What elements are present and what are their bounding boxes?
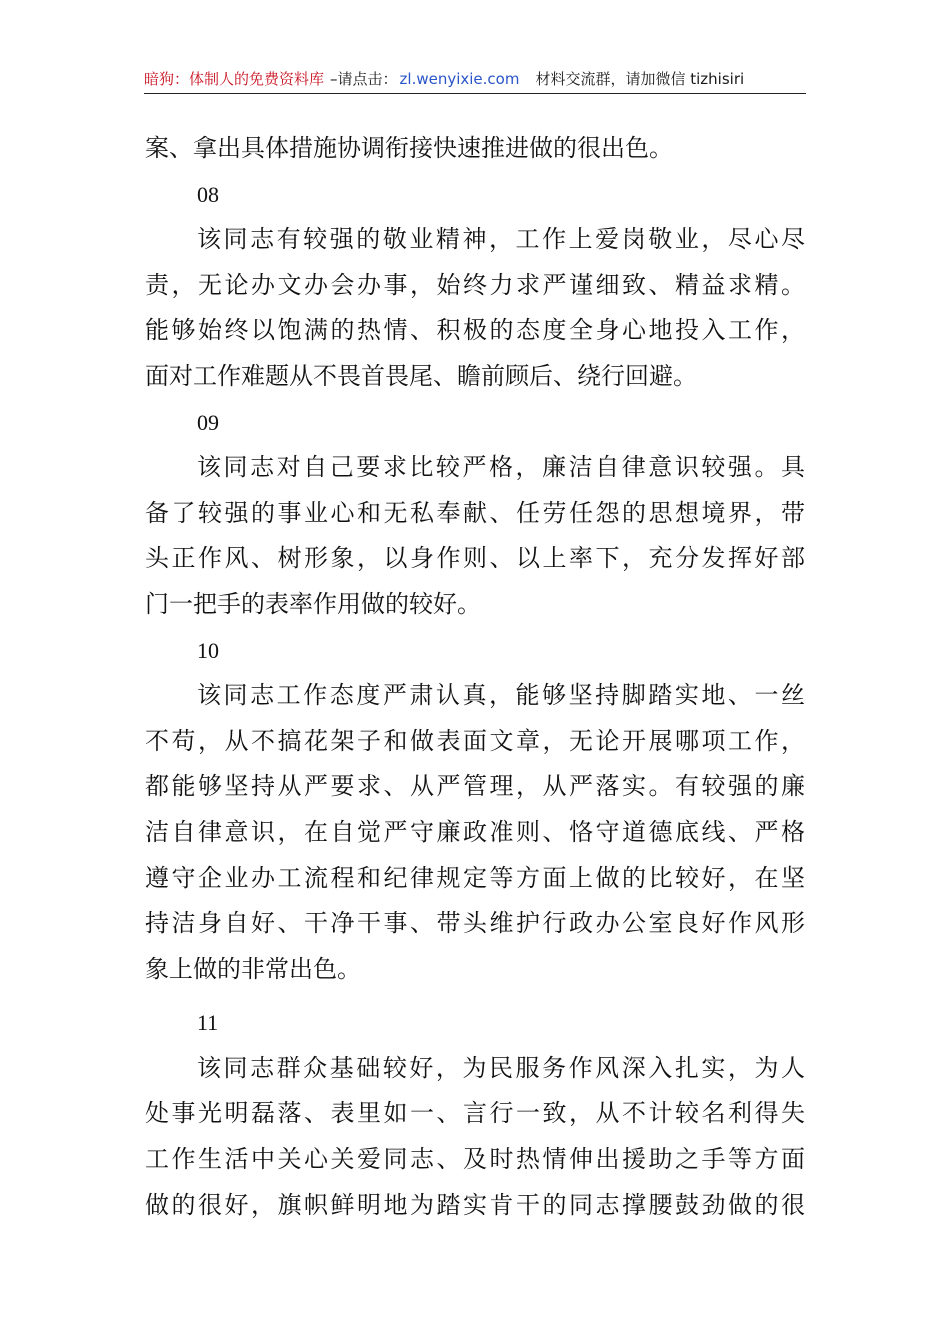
header-brand: 暗狗：体制人的免费资料库 — [144, 70, 325, 88]
page-header — [144, 68, 806, 90]
paragraph-line: 象上做的非常出色。 — [145, 954, 361, 983]
paragraph-line: 持洁身自好、干净干事、带头维护行政办公室良好作风形 — [145, 909, 805, 938]
header-divider — [144, 93, 806, 94]
section-number: 08 — [197, 181, 219, 207]
paragraph-line: 工作生活中关心关爱同志、及时热情伸出援助之手等方面 — [145, 1145, 805, 1174]
paragraph-line: 洁自律意识，在自觉严守廉政准则、恪守道德底线、严格 — [145, 817, 805, 846]
header-separator: –请点击： — [330, 70, 398, 88]
section-number: 11 — [197, 1010, 219, 1036]
paragraph-line: 门一把手的表率作用做的较好。 — [145, 589, 481, 618]
paragraph-line: 遵守企业办工流程和纪律规定等方面上做的比较好，在坚 — [145, 863, 805, 892]
header-group-info: 材料交流群，请加微信 tizhisiri — [535, 70, 745, 88]
section-number: 09 — [197, 409, 219, 435]
paragraph-line: 能够始终以饱满的热情、积极的态度全身心地投入工作， — [145, 316, 805, 345]
paragraph-line: 做的很好，旗帜鲜明地为踏实肯干的同志撑腰鼓劲做的很 — [145, 1190, 805, 1219]
section-number: 10 — [197, 637, 219, 663]
paragraph-line: 不苟，从不搞花架子和做表面文章，无论开展哪项工作， — [145, 726, 805, 755]
paragraph-line: 处事光明磊落、表里如一、言行一致，从不计较名利得失 — [145, 1099, 805, 1128]
paragraph-line: 该同志对自己要求比较严格，廉洁自律意识较强。具 — [197, 453, 805, 482]
paragraph-line: 案、拿出具体措施协调衔接快速推进做的很出色。 — [145, 134, 673, 162]
paragraph-line: 该同志群众基础较好，为民服务作风深入扎实，为人 — [197, 1053, 805, 1082]
paragraph-line: 都能够坚持从严要求、从严管理，从严落实。有较强的廉 — [145, 772, 805, 801]
paragraph-line: 该同志工作态度严肃认真，能够坚持脚踏实地、一丝 — [197, 681, 805, 710]
paragraph-line: 面对工作难题从不畏首畏尾、瞻前顾后、绕行回避。 — [145, 361, 697, 390]
paragraph-line: 责，无论办文办会办事，始终力求严谨细致、精益求精。 — [145, 270, 805, 299]
header-link[interactable]: zl.wenyixie.com — [399, 70, 520, 88]
paragraph-line: 备了较强的事业心和无私奉献、任劳任怨的思想境界，带 — [145, 498, 805, 527]
paragraph-line: 该同志有较强的敬业精神，工作上爱岗敬业，尽心尽 — [197, 225, 805, 254]
document-body — [145, 126, 805, 1228]
paragraph-line: 头正作风、树形象，以身作则、以上率下，充分发挥好部 — [145, 544, 805, 573]
